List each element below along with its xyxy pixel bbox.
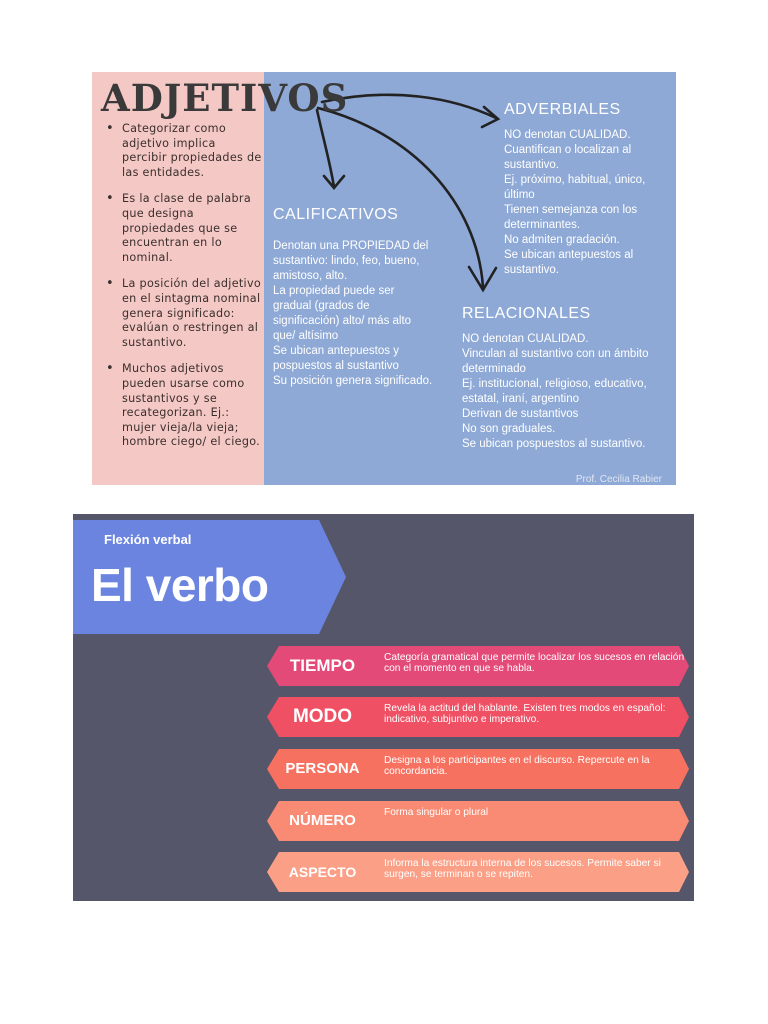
calificativos-body	[273, 239, 433, 389]
bullet-item: • La posición del adjetivo en el sintagma nominal genera significado: evalúan o restringen al sustantivo.	[102, 277, 264, 350]
calificativos-heading: CALIFICATIVOS	[273, 206, 399, 223]
bullet-item: • Muchos adjetivos pueden usarse como sustantivos y se recategorizan. Ej.: mujer vieja/la vieja; hombre ciego/ el ciego.	[102, 362, 264, 450]
category-name: NÚMERO	[289, 812, 356, 829]
category-row-modo	[267, 697, 689, 737]
bullet-item: • Categorizar como adjetivo implica percibir propiedades de las entidades.	[102, 122, 264, 180]
relacionales-heading: RELACIONALES	[462, 305, 591, 322]
adjetivos-slide	[92, 72, 676, 485]
category-row-persona	[267, 749, 689, 789]
category-row-tiempo	[267, 646, 689, 686]
adverbiales-line: Ej. próximo, habitual, único, último	[504, 174, 646, 201]
adverbiales-body	[504, 128, 669, 278]
adverbiales-line: Tienen semejanza con los determinantes.	[504, 204, 638, 231]
relacionales-body	[462, 332, 674, 452]
category-description: Designa a los participantes en el discurso. Repercute en la concordancia.	[384, 755, 650, 778]
adverbiales-heading: ADVERBIALES	[504, 101, 621, 118]
arrow-to-calificativos	[317, 110, 334, 187]
category-description: Categoría gramatical que permite localizar los sucesos en relación con el momento en que se habla.	[384, 652, 685, 675]
category-description: Forma singular o plural	[384, 807, 489, 818]
category-row-aspecto	[267, 852, 689, 892]
relacionales-line: Vinculan al sustantivo con un ámbito determinado	[462, 348, 649, 375]
adjetivos-title: ADJETIVOS	[101, 76, 349, 120]
adverbiales-line: No admiten gradación.	[504, 234, 620, 246]
category-name: MODO	[292, 706, 353, 727]
calificativos-line: Denotan una PROPIEDAD del sustantivo: lindo, feo, bueno, amistoso, alto.	[273, 240, 429, 282]
relacionales-line: Ej. institucional, religioso, educativo, estatal, iraní, argentino	[462, 378, 647, 405]
verbo-slide	[73, 514, 694, 901]
adjetivos-bullet-list	[102, 122, 264, 462]
relacionales-line: NO denotan CUALIDAD.	[462, 333, 589, 345]
category-name: TIEMPO	[289, 656, 356, 675]
calificativos-line: Se ubican antepuestos y pospuestos al sustantivo	[273, 345, 399, 372]
relacionales-line: No son graduales.	[462, 423, 556, 435]
calificativos-line: Su posición genera significado.	[273, 375, 433, 387]
calificativos-line: La propiedad puede ser gradual (grados de significación) alto/ más alto que/ altísimo	[273, 285, 412, 342]
adverbiales-line: Se ubican antepuestos al sustantivo.	[504, 249, 634, 276]
category-name: ASPECTO	[288, 864, 357, 880]
slide-subtitle: Flexión verbal	[104, 532, 192, 547]
relacionales-line: Derivan de sustantivos	[462, 408, 579, 420]
bullet-item: • Es la clase de palabra que designa propiedades que se encuentran en lo nominal.	[102, 192, 264, 265]
category-description: Revela la actitud del hablante. Existen tres modos en español: indicativo, subjuntivo e imperativo.	[384, 703, 666, 726]
relacionales-line: Se ubican pospuestos al sustantivo.	[462, 438, 646, 450]
slide-title: El verbo	[91, 559, 269, 611]
author-credit: Prof. Cecilia Rabier	[575, 474, 662, 485]
category-name: PERSONA	[285, 760, 360, 777]
adverbiales-line: Cuantifican o localizan al sustantivo.	[504, 144, 632, 171]
adverbiales-line: NO denotan CUALIDAD.	[504, 129, 631, 141]
category-description: Informa la estructura interna de los sucesos. Permite saber si surgen, se terminan o se repiten.	[384, 858, 661, 881]
category-row-numero	[267, 801, 689, 841]
